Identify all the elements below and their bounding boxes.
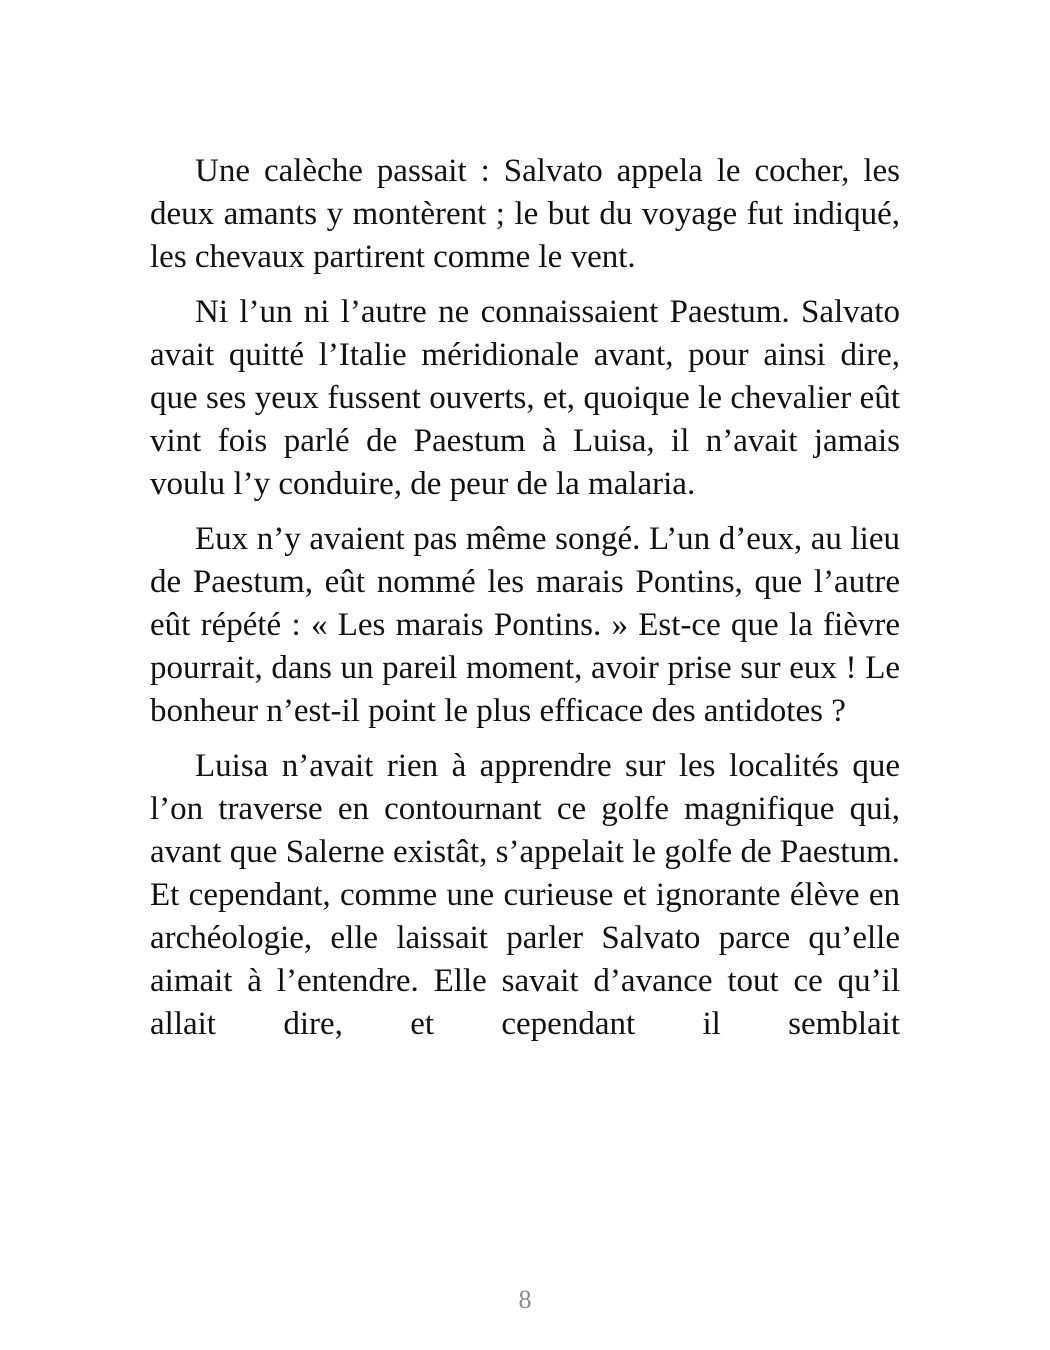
paragraph: Ni l’un ni l’autre ne connaissaient Paestum. Salvato avait quitté l’Italie méridionale avant, pour ainsi dire, que ses yeux fussent ouverts, et, quoique le chevalier eût vint fois parlé de Paestum à Luisa, il n’avait jamais voulu l’y conduire, de peur de la malaria. (150, 294, 900, 502)
page-body (150, 150, 900, 1058)
paragraph: Luisa n’avait rien à apprendre sur les localités que l’on traverse en contournant ce golfe magnifique qui, avant que Salerne existât, s’appelait le golfe de Paestum. Et cependant, comme une curieuse et ignorante élève en archéologie, elle laissait parler Salvato parce qu’elle aimait à l’entendre. Elle savait d’avance tout ce qu’il allait dire, et cependant il semblait (150, 748, 900, 1042)
paragraph: Eux n’y avaient pas même songé. L’un d’eux, au lieu de Paestum, eût nommé les marais Pontins, que l’autre eût répété : « Les marais Pontins. » Est-ce que la fièvre pourrait, dans un pareil moment, avoir prise sur eux ! Le bonheur n’est-il point le plus efficace des antidotes ? (150, 521, 900, 729)
page-number: 8 (518, 1285, 532, 1314)
paragraph: Une calèche passait : Salvato appela le cocher, les deux amants y montèrent ; le but du voyage fut indiqué, les chevaux partirent comme le vent. (150, 153, 900, 275)
